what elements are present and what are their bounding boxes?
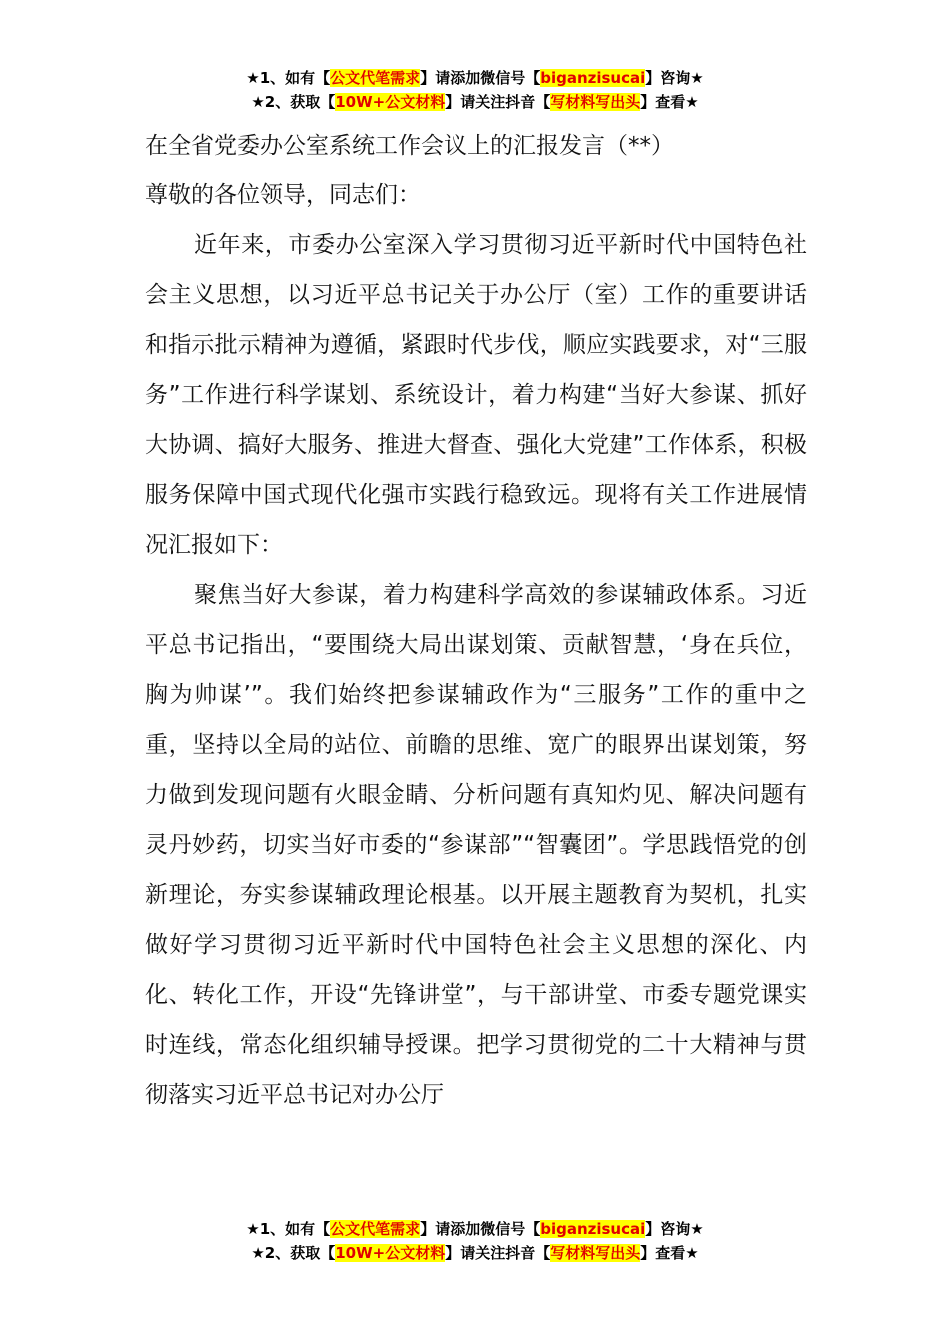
promo-highlight: 写材料写出头: [550, 1244, 641, 1262]
promo-highlight: 公文代笔需求: [330, 1220, 421, 1238]
promo-text: ★2、获取【: [251, 93, 336, 111]
promo-text: 】咨询★: [645, 69, 704, 87]
promo-highlight: biganzisucai: [540, 69, 646, 87]
promo-highlight: biganzisucai: [540, 1220, 646, 1238]
promo-text: 】查看★: [640, 93, 699, 111]
promo-banner-bottom: [0, 1217, 950, 1265]
promo-line-2: [0, 1241, 950, 1265]
promo-text: 】请添加微信号【: [420, 1220, 541, 1238]
promo-line-1: [0, 66, 950, 90]
document-body: [145, 126, 807, 1120]
promo-text: ★1、如有【: [246, 69, 331, 87]
paragraph: 聚焦当好大参谋，着力构建科学高效的参谋辅政体系。习近平总书记指出，“要围绕大局出谋划策、贡献智慧，‘身在兵位，胸为帅谋’”。我们始终把参谋辅政作为“三服务”工作的重中之重，坚持以全局的站位、前瞻的思维、宽广的眼界出谋划策，努力做到发现问题有火眼金睛、分析问题有真知灼见、解决问题有灵丹妙药，切实当好市委的“参谋部”“智囊团”。学思践悟党的创新理论，夯实参谋辅政理论根基。以开展主题教育为契机，扎实做好学习贯彻习近平新时代中国特色社会主义思想的深化、内化、转化工作，开设“先锋讲堂”，与干部讲堂、市委专题党课实时连线，常态化组织辅导授课。把学习贯彻党的二十大精神与贯彻落实习近平总书记对办公厅: [145, 582, 807, 1108]
promo-text: 】请关注抖音【: [445, 93, 551, 111]
promo-text: 】请添加微信号【: [420, 69, 541, 87]
promo-highlight: 公文代笔需求: [330, 69, 421, 87]
promo-line-2: [0, 90, 950, 114]
paragraph: 近年来，市委办公室深入学习贯彻习近平新时代中国特色社会主义思想，以习近平总书记关于办公厅（室）工作的重要讲话和指示批示精神为遵循，紧跟时代步伐，顺应实践要求，对“三服务”工作进行科学谋划、系统设计，着力构建“当好大参谋、抓好大协调、搞好大服务、推进大督查、强化大党建”工作体系，积极服务保障中国式现代化强市实践行稳致远。现将有关工作进展情况汇报如下：: [145, 232, 807, 558]
promo-highlight: 10W+公文材料: [335, 93, 446, 111]
document-title: 在全省党委办公室系统工作会议上的汇报发言（**）: [145, 133, 674, 159]
promo-text: ★1、如有【: [246, 1220, 331, 1238]
promo-banner-top: [0, 66, 950, 114]
promo-text: 】咨询★: [645, 1220, 704, 1238]
promo-highlight: 10W+公文材料: [335, 1244, 446, 1262]
salutation: 尊敬的各位领导，同志们：: [145, 182, 421, 208]
promo-text: 】查看★: [640, 1244, 699, 1262]
promo-text: ★2、获取【: [251, 1244, 336, 1262]
promo-line-1: [0, 1217, 950, 1241]
promo-text: 】请关注抖音【: [445, 1244, 551, 1262]
promo-highlight: 写材料写出头: [550, 93, 641, 111]
